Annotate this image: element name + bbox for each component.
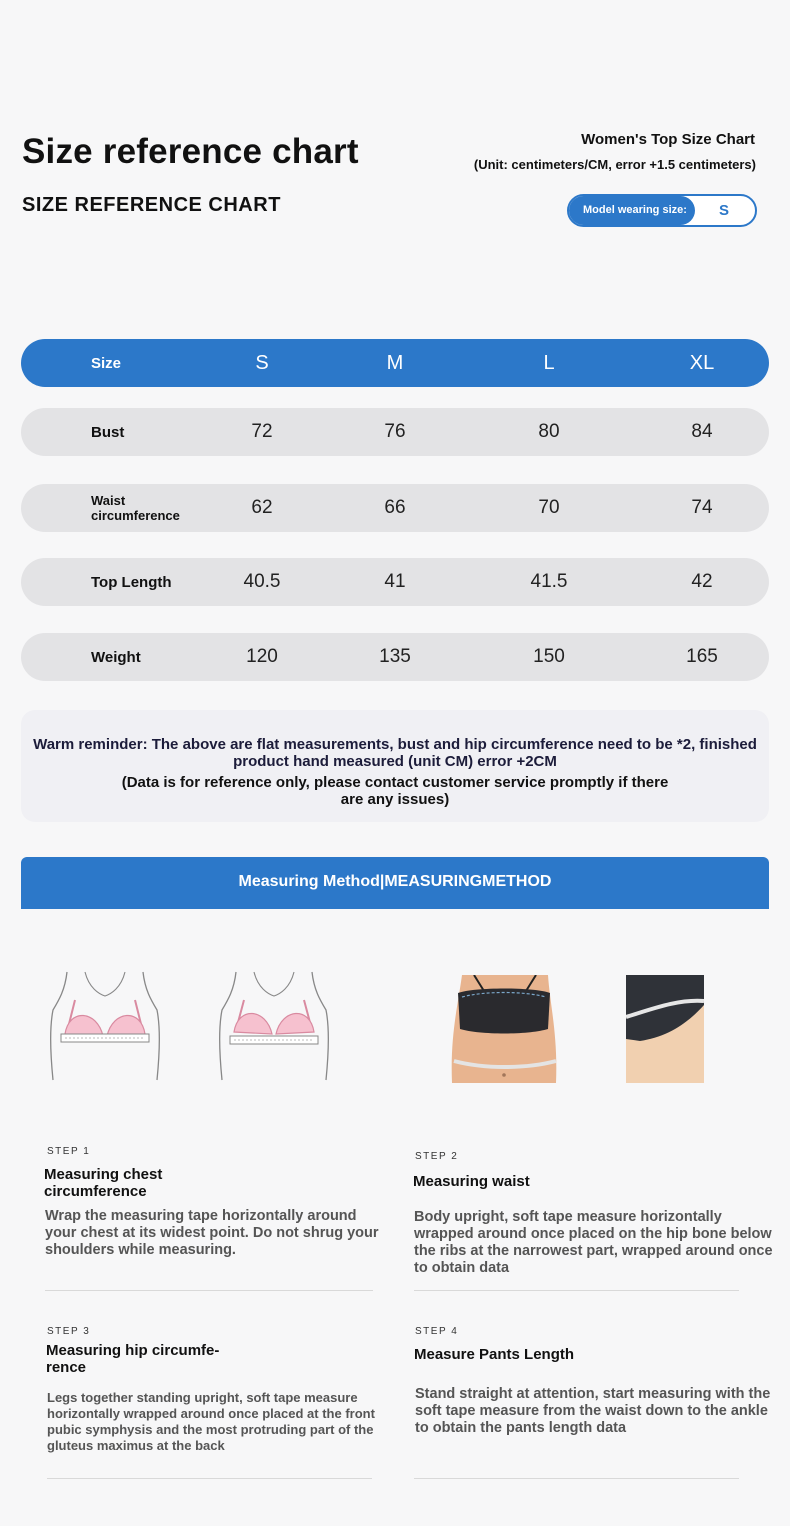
table-cell: 70	[538, 497, 560, 518]
divider	[45, 1290, 373, 1291]
table-cell: 40.5	[243, 571, 281, 592]
step-1-title-line1: Measuring chest	[44, 1166, 163, 1183]
step-3-title-line1: Measuring hip circumfe-	[46, 1342, 220, 1359]
table-cell: 76	[384, 421, 406, 442]
step-2-description: Body upright, soft tape measure horizontally wrapped around once placed on the hip bone below the ribs at the narrowest part, wrapped around once to obtain data	[414, 1209, 773, 1276]
step-1-description: Wrap the measuring tape horizontally around your chest at its widest point. Do not shrug your shoulders while measuring.	[45, 1208, 379, 1258]
chart-name: Women's Top Size Chart	[581, 131, 755, 148]
size-col-m: M	[386, 352, 404, 374]
divider	[414, 1478, 739, 1479]
table-cell: 135	[379, 646, 411, 667]
step-2-number: STEP 2	[415, 1151, 459, 1162]
step-3-title	[46, 1342, 219, 1376]
warm-reminder	[21, 710, 769, 822]
unit-note: (Unit: centimeters/CM, error +1.5 centimeters)	[473, 157, 756, 172]
row-label-line1: Waist	[91, 493, 126, 508]
table-row-weight	[21, 633, 769, 681]
briefs-hip-illustration	[626, 975, 704, 1083]
table-cell: 74	[691, 497, 713, 518]
model-size-badge	[567, 194, 757, 227]
row-label-line2: circumference	[91, 508, 180, 523]
step-3-number: STEP 3	[47, 1326, 91, 1337]
row-label: Weight	[91, 648, 141, 666]
divider	[414, 1290, 739, 1291]
table-row-top-length	[21, 558, 769, 606]
page-title: Size reference chart	[22, 132, 359, 171]
table-cell: 80	[538, 421, 560, 442]
table-cell: 42	[691, 571, 713, 592]
model-size-label: Model wearing size:	[569, 196, 695, 225]
table-row-waist	[21, 484, 769, 532]
step-4-number: STEP 4	[415, 1326, 459, 1337]
table-cell: 150	[533, 646, 565, 667]
table-row-bust	[21, 408, 769, 456]
size-header-label: Size	[91, 354, 122, 372]
step-4-title: Measure Pants Length	[414, 1346, 575, 1363]
table-cell: 84	[691, 421, 713, 442]
step-3-description: Legs together standing upright, soft tape measure horizontally wrapped around once placed at the front pubic symphysis and the most protruding part of the gluteus maximus at the back	[47, 1390, 375, 1453]
table-cell: 72	[251, 421, 273, 442]
reminder-text: Warm reminder: The above are flat measurements, bust and hip circumference need to be *2, finished product hand measured (unit CM) error +2CM	[33, 736, 757, 770]
model-size-value: S	[719, 202, 730, 219]
bra-measure-underbust-illustration	[212, 970, 337, 1082]
table-cell: 41.5	[530, 571, 568, 592]
step-1-title-line2: circumference	[44, 1183, 147, 1200]
size-table-header	[21, 339, 769, 387]
size-col-s: S	[255, 352, 269, 374]
table-cell: 120	[246, 646, 278, 667]
table-cell: 66	[384, 497, 406, 518]
reminder-note: (Data is for reference only, please contact customer service promptly if there are any issues)	[121, 774, 669, 808]
row-label	[91, 484, 180, 532]
step-2-title: Measuring waist	[413, 1173, 530, 1190]
bikini-top-waist-illustration	[444, 975, 566, 1083]
step-3-title-line2: rence	[46, 1359, 87, 1376]
table-cell: 62	[251, 497, 273, 518]
divider	[47, 1478, 372, 1479]
row-label: Bust	[91, 423, 125, 441]
bra-measure-front-illustration	[45, 970, 165, 1082]
row-label: Top Length	[91, 573, 172, 591]
table-cell: 165	[686, 646, 718, 667]
table-cell: 41	[384, 571, 406, 592]
page-subtitle: SIZE REFERENCE CHART	[22, 194, 281, 216]
step-1-number: STEP 1	[47, 1146, 91, 1157]
step-1-title	[44, 1166, 162, 1200]
measuring-method-banner: Measuring Method|MEASURINGMETHOD	[21, 857, 769, 909]
step-4-description: Stand straight at attention, start measuring with the soft tape measure from the waist down to the ankle to obtain the pants length data	[415, 1386, 771, 1436]
size-col-l: L	[543, 352, 555, 374]
size-col-xl: XL	[689, 352, 715, 374]
